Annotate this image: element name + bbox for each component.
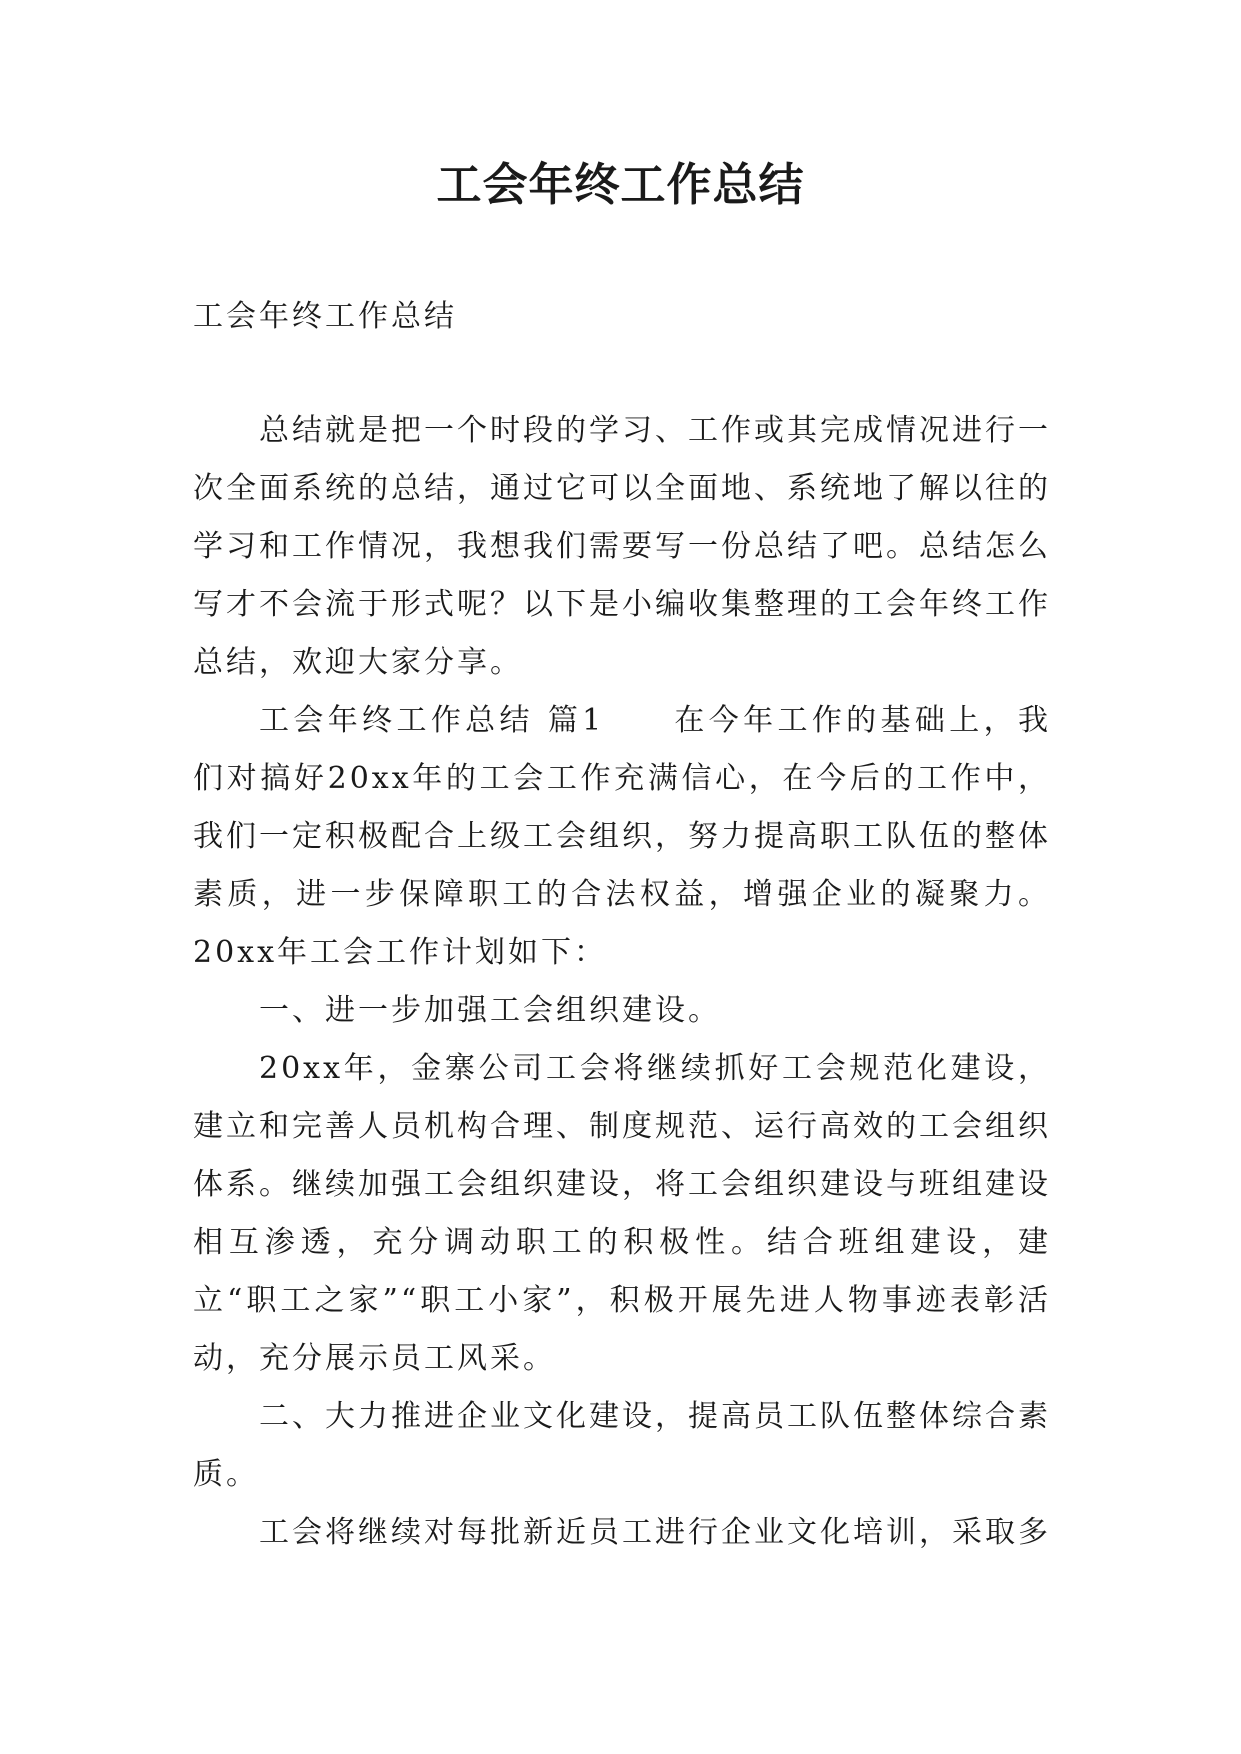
heading-item-1: 一、进一步加强工会组织建设。 [259,993,721,1028]
heading-item-2: 二、大力推进企业文化建设，提高员工队伍整体综合素质。 [193,1399,1051,1492]
paragraph-section-1: 工会年终工作总结 篇1 在今年工作的基础上，我们对搞好20xx年的工会工作充满信心，在今后的工作中，我们一定积极配合上级工会组织，努力提高职工队伍的整体素质，进一步保障职工的合法权益，增强企业的凝聚力。20xx年工会工作计划如下： [193,703,1051,970]
document-subtitle: 工会年终工作总结 [193,299,457,334]
paragraph-intro: 总结就是把一个时段的学习、工作或其完成情况进行一次全面系统的总结，通过它可以全面地、系统地了解以往的学习和工作情况，我想我们需要写一份总结了吧。总结怎么写才不会流于形式呢？以下是小编收集整理的工会年终工作总结，欢迎大家分享。 [193,413,1051,680]
document-body [193,402,1051,1562]
paragraph-item-2: 工会将继续对每批新近员工进行企业文化培训，采取多 [259,1515,1051,1550]
paragraph-item-1: 20xx年，金寨公司工会将继续抓好工会规范化建设，建立和完善人员机构合理、制度规范、运行高效的工会组织体系。继续加强工会组织建设，将工会组织建设与班组建设相互渗透，充分调动职工的积极性。结合班组建设，建立“职工之家”“职工小家”，积极开展先进人物事迹表彰活动，充分展示员工风采。 [193,1051,1051,1376]
document-title: 工会年终工作总结 [436,158,805,211]
